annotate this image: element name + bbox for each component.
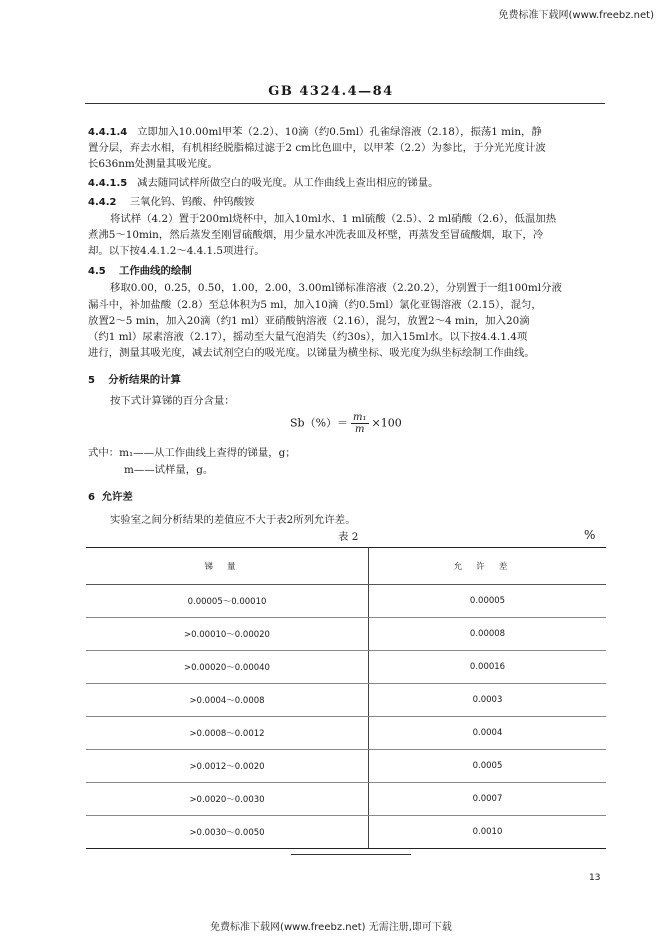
para-4414-line3: 长636nm处测量其吸光度。: [88, 158, 218, 170]
section-5-heading: [88, 373, 181, 388]
clause-title: 工作曲线的绘制: [118, 265, 192, 277]
table-header-row: [86, 548, 606, 585]
section-title: 允许差: [101, 491, 133, 503]
table-row: [86, 585, 606, 618]
section-6-heading: [88, 490, 133, 505]
tolerance-cell: 0.00016: [369, 651, 607, 684]
clause-number: 4.5: [88, 266, 106, 277]
table-unit: %: [584, 528, 596, 542]
section-5-intro: 按下式计算锑的百分含量：: [110, 395, 235, 407]
clause-title: 三氧化钨、钨酸、仲钨酸铵: [129, 196, 255, 208]
formula-fraction: [351, 412, 369, 435]
table-row: [86, 651, 606, 684]
col-antimony-header: 锑量: [86, 548, 369, 585]
tolerance-table: [86, 547, 606, 849]
tolerance-cell: 0.0003: [369, 684, 607, 717]
where-line1: 式中：m₁——从工作曲线上查得的锑量，g；: [88, 447, 296, 459]
standard-header: GB 4324.4—84: [268, 84, 394, 99]
watermark-top: 免费标准下载网(www.freebz.net): [498, 10, 654, 21]
tolerance-cell: 0.0007: [369, 783, 607, 816]
clause-442-title: [88, 195, 254, 210]
range-cell: >0.0008～0.0012: [86, 717, 369, 750]
formula-right: ×100: [371, 416, 402, 430]
para-text: 减去随同试样所做空白的吸光度。从工作曲线上查出相应的锑量。: [137, 177, 439, 189]
range-cell: >0.0030～0.0050: [86, 816, 369, 849]
fraction-denominator: m: [355, 424, 365, 435]
table-row: [86, 783, 606, 816]
para-45-line1: 移取0.00，0.25，0.50，1.00，2.00，3.00ml锑标准溶液（2.20.2），分别置于一组100ml分液: [110, 282, 562, 294]
range-cell: >0.00010～0.00020: [86, 618, 369, 651]
table-row: [86, 618, 606, 651]
table-row: [86, 717, 606, 750]
header-rule: [85, 103, 605, 104]
tolerance-cell: 0.0010: [369, 816, 607, 849]
para-4414-line1: [88, 125, 542, 140]
watermark-bottom: 免费标准下载网(www.freebz.net) 无需注册,即可下载: [210, 922, 452, 933]
where-line2: m——试样量，g。: [124, 464, 214, 476]
clause-number: 4.4.2: [88, 197, 117, 208]
col-tolerance-header: 允许差: [369, 548, 607, 585]
clause-45-title: [88, 264, 192, 279]
section-6-intro: 实验室之间分析结果的差值应不大于表2所列允许差。: [110, 514, 356, 526]
clause-number: 4.4.1.5: [88, 178, 128, 189]
para-45-line4: （约1 ml）尿素溶液（2.17），摇动至大量气泡消失（约30s），加入15ml水。以下按4.4.1.4项: [88, 331, 528, 343]
range-cell: >0.0012～0.0020: [86, 750, 369, 783]
tolerance-cell: 0.0004: [369, 717, 607, 750]
table-row: [86, 750, 606, 783]
page-number: 13: [589, 873, 601, 883]
table-row: [86, 816, 606, 849]
range-cell: >0.0020～0.0030: [86, 783, 369, 816]
para-45-line3: 放置2～5 min，加入20滴（约1 ml）亚硝酸钠溶液（2.16），混匀，放置2～4 min，加入20滴: [88, 315, 530, 327]
end-rule: [291, 854, 411, 855]
section-title: 分析结果的计算: [108, 374, 181, 386]
para-45-line2: 漏斗中，补加盐酸（2.8）至总体积为5 ml，加入10滴（约0.5ml）氯化亚锡溶液（2.15），混匀，: [88, 299, 542, 311]
table-caption: 表 2: [338, 531, 359, 543]
para-442-line1: 将试样（4.2）置于200ml烧杯中，加入10ml水、1 ml硫酸（2.5）、2 ml硝酸（2.6），低温加热: [110, 213, 557, 225]
section-number: 5: [88, 375, 95, 386]
formula: [290, 412, 402, 435]
range-cell: >0.0004～0.0008: [86, 684, 369, 717]
range-cell: 0.00005～0.00010: [86, 585, 369, 618]
para-442-line2: 煮沸5～10min，然后蒸发至刚冒硫酸烟，用少量水冲洗表皿及杯壁，再蒸发至冒硫酸烟，取下，冷: [88, 229, 544, 241]
tolerance-cell: 0.00008: [369, 618, 607, 651]
para-4414-line2: 置分层，弃去水相，有机相经脱脂棉过滤于2 cm比色皿中，以甲苯（2.2）为参比，于分光光度计波: [88, 142, 546, 154]
section-number: 6: [88, 492, 95, 503]
range-cell: >0.00020～0.00040: [86, 651, 369, 684]
para-text: 立即加入10.00ml甲苯（2.2）、10滴（约0.5ml）孔雀绿溶液（2.18），振荡1 min，静: [137, 126, 542, 138]
para-442-line3: 却。以下按4.4.1.2～4.4.1.5项进行。: [88, 245, 265, 257]
formula-left: Sb（%）＝: [290, 416, 349, 430]
tolerance-cell: 0.0005: [369, 750, 607, 783]
clause-number: 4.4.1.4: [88, 127, 128, 138]
para-45-line5: 进行，测量其吸光度，减去试剂空白的吸光度。以锑量为横坐标、吸光度为纵坐标绘制工作曲线。: [88, 347, 535, 359]
table-row: [86, 684, 606, 717]
fraction-numerator: m₁: [353, 412, 367, 423]
para-4415: [88, 176, 438, 191]
tolerance-cell: 0.00005: [369, 585, 607, 618]
